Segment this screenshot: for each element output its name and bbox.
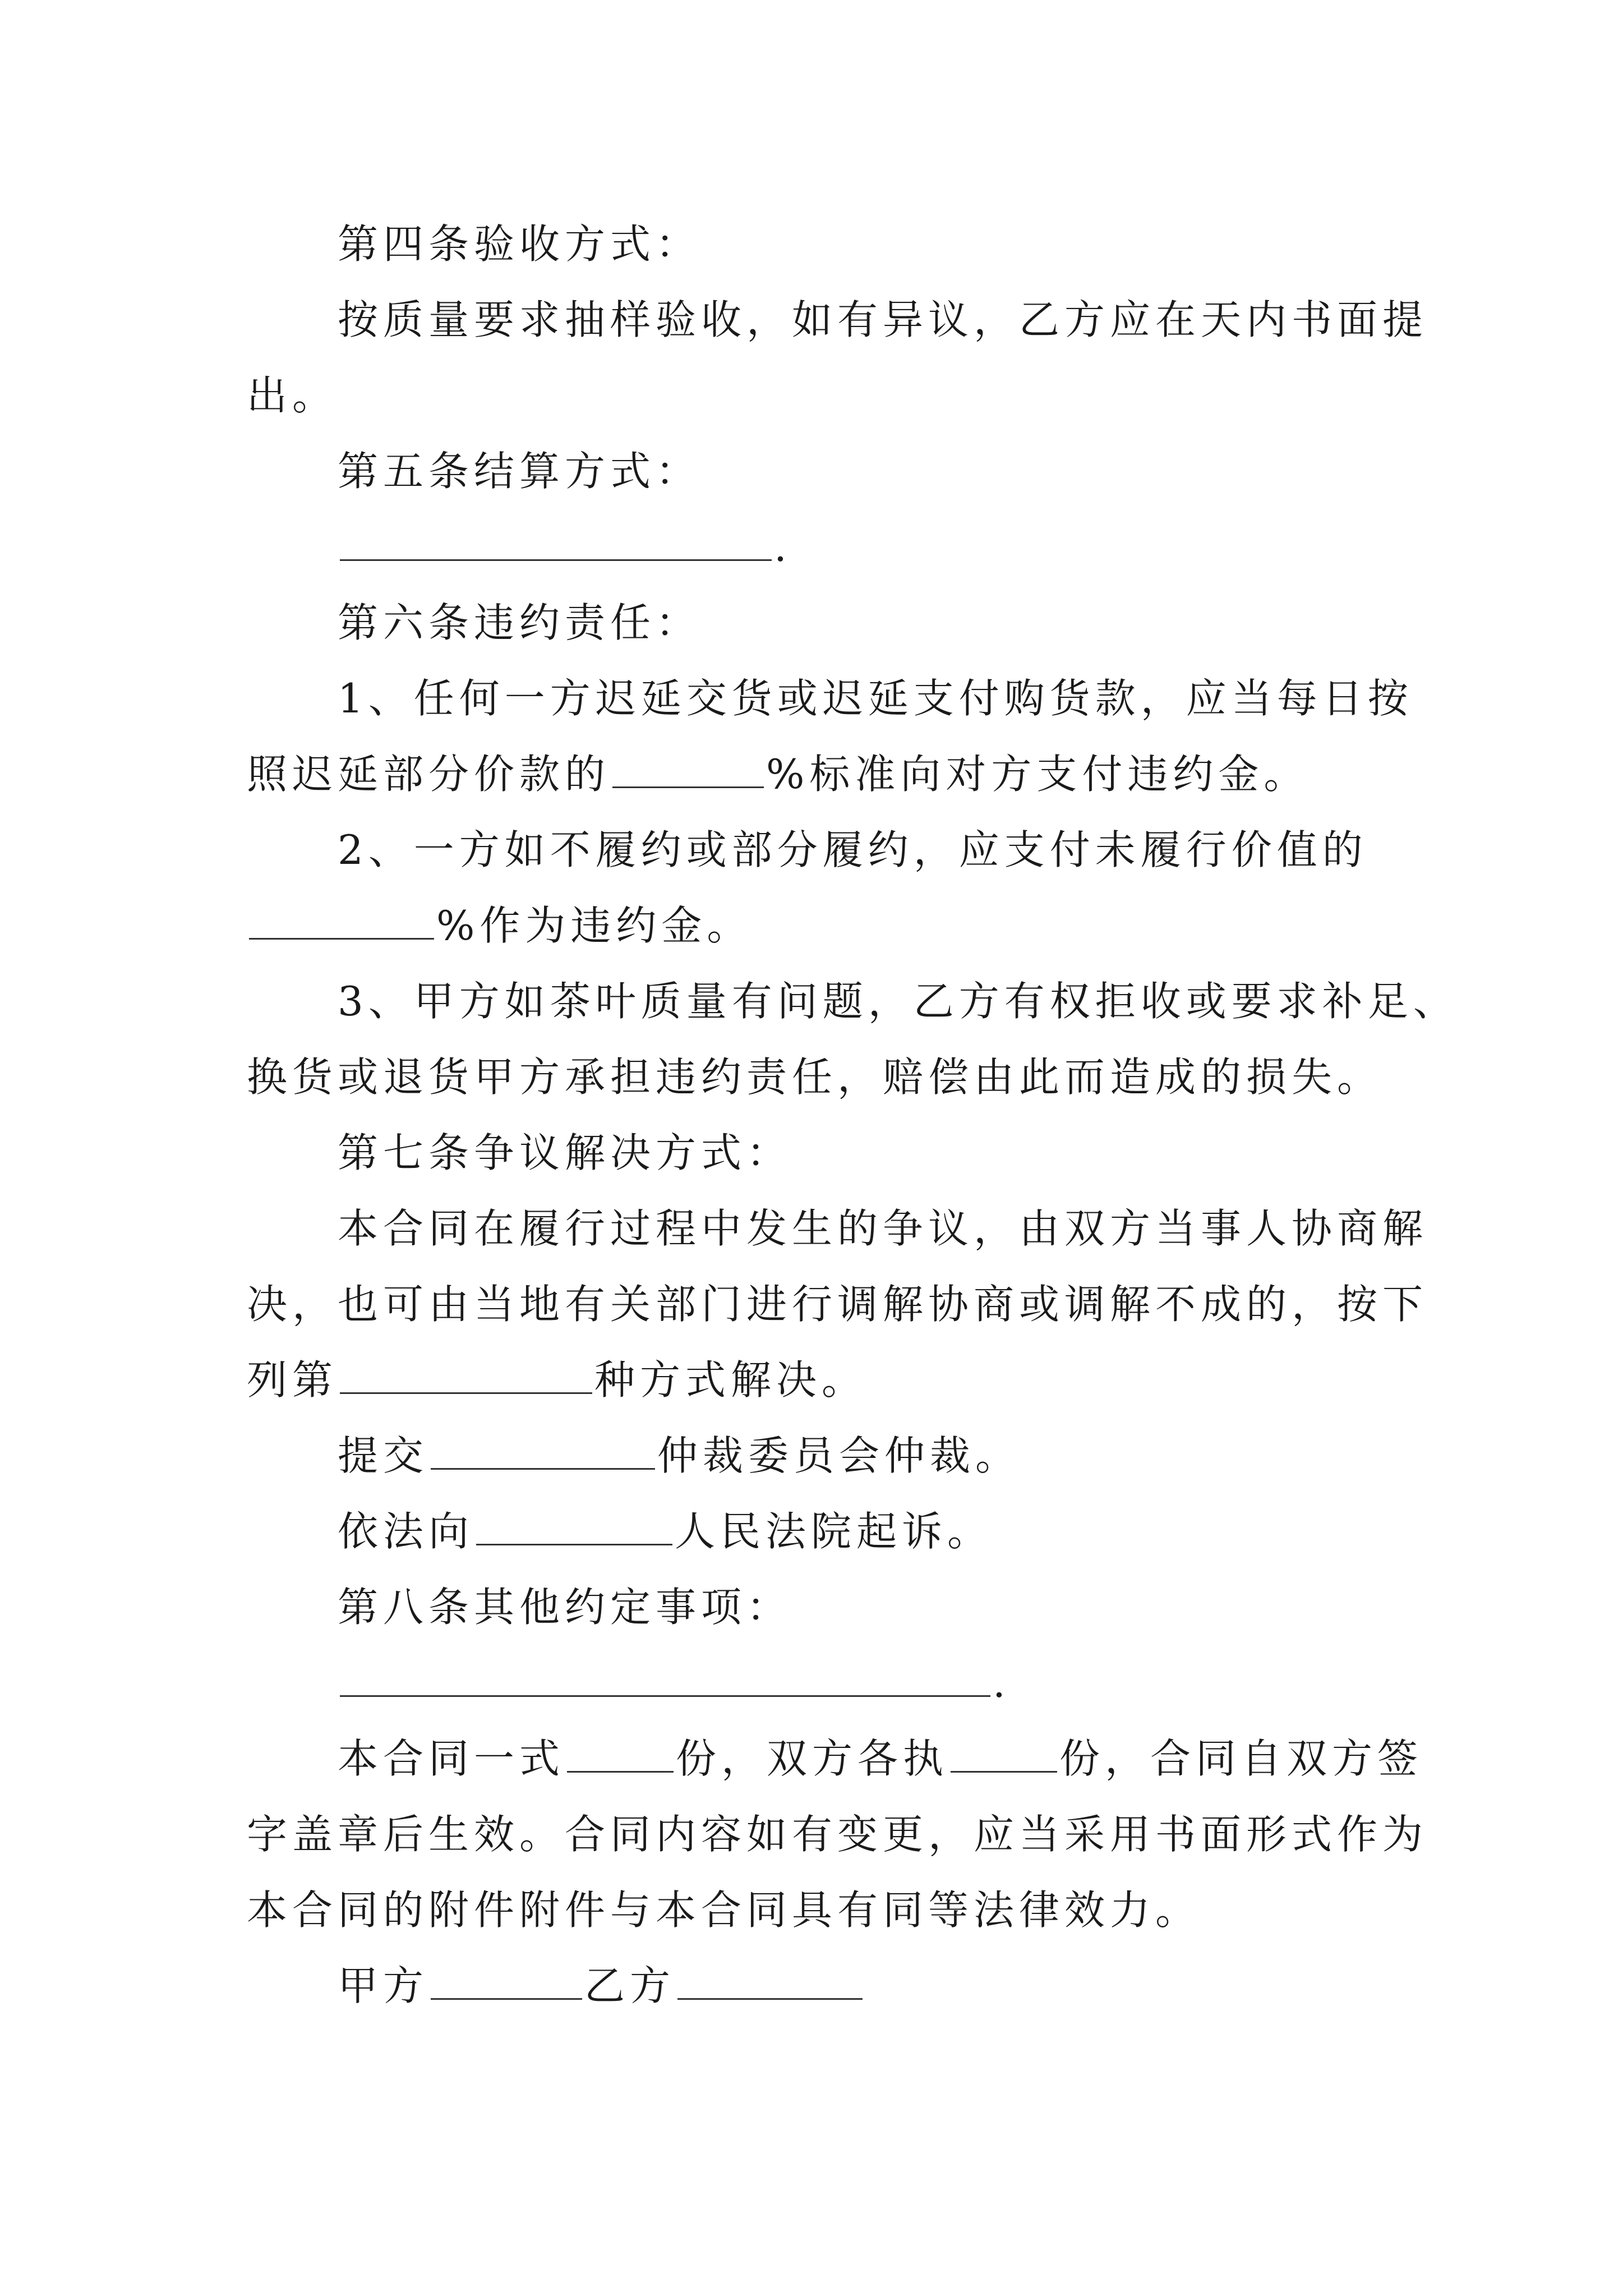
copies-total-blank [567, 1733, 674, 1773]
party-b-signature-blank [677, 1960, 863, 2000]
arbitration-commission-blank [431, 1430, 655, 1470]
court-blank [476, 1506, 672, 1545]
party-a-label: 甲方 [338, 1962, 429, 2009]
text: 提交 [338, 1432, 429, 1479]
default-rate-blank [249, 900, 434, 940]
article-6-item-2-line-1: 2、一方如不履约或部分履约，应支付未履行价值的 [338, 826, 1368, 873]
resolution-method-blank [340, 1354, 592, 1394]
text: 种方式解决。 [594, 1356, 868, 1404]
period: . [774, 523, 792, 570]
settlement-blank [340, 521, 772, 561]
article-8-other-terms-line [338, 1655, 1011, 1711]
text: 人民法院起诉。 [675, 1508, 993, 1555]
article-7-body-line-3 [247, 1352, 867, 1408]
text: 本合同一式 [338, 1735, 565, 1782]
article-7-option-arbitration [338, 1428, 1021, 1484]
party-b-label: 乙方 [584, 1962, 676, 2009]
text: 列第 [247, 1356, 338, 1404]
text: 份，合同自双方签 [1059, 1735, 1423, 1782]
article-6-title: 第六条违约责任： [338, 599, 702, 646]
article-5-settlement-line [338, 519, 792, 575]
final-clause-line-3: 本合同的附件附件与本合同具有同等法律效力。 [247, 1887, 1201, 1934]
text: 依法向 [338, 1508, 474, 1555]
final-clause-line-1 [338, 1731, 1423, 1787]
final-clause-line-2: 字盖章后生效。合同内容如有变更，应当采用书面形式作为 [247, 1811, 1428, 1858]
other-terms-blank [340, 1657, 990, 1697]
text: %标准向对方支付违约金。 [766, 751, 1310, 798]
article-4-title: 第四条验收方式： [338, 220, 702, 268]
period: . [993, 1659, 1011, 1706]
penalty-rate-blank [612, 748, 764, 788]
text: 照迟延部分价款的 [247, 751, 611, 798]
article-7-body-line-1: 本合同在履行过程中发生的争议，由双方当事人协商解 [338, 1205, 1428, 1252]
article-7-title: 第七条争议解决方式： [338, 1129, 792, 1176]
article-7-option-court [338, 1503, 993, 1559]
article-6-item-2-line-2 [247, 898, 752, 954]
article-6-item-3-line-1: 3、甲方如茶叶质量有问题，乙方有权拒收或要求补足、 [338, 978, 1459, 1025]
article-6-item-1-line-1: 1、任何一方迟延交货或迟延支付购货款，应当每日按 [338, 675, 1413, 722]
article-5-title: 第五条结算方式： [338, 448, 702, 495]
copies-each-blank [951, 1733, 1057, 1773]
article-7-body-line-2: 决，也可由当地有关部门进行调解协商或调解不成的，按下 [247, 1281, 1428, 1328]
article-8-title: 第八条其他约定事项： [338, 1584, 792, 1631]
signature-line [338, 1958, 865, 2014]
article-4-body-line-1: 按质量要求抽样验收，如有异议，乙方应在天内书面提 [338, 296, 1428, 343]
party-a-signature-blank [431, 1960, 582, 2000]
text: 份，双方各执 [676, 1735, 949, 1782]
text: 仲裁委员会仲裁。 [657, 1432, 1021, 1479]
article-4-body-line-2: 出。 [247, 372, 338, 419]
text: %作为违约金。 [436, 902, 753, 949]
article-6-item-1-line-2 [247, 746, 1309, 802]
article-6-item-3-line-2: 换货或退货甲方承担违约责任，赔偿由此而造成的损失。 [247, 1053, 1383, 1101]
